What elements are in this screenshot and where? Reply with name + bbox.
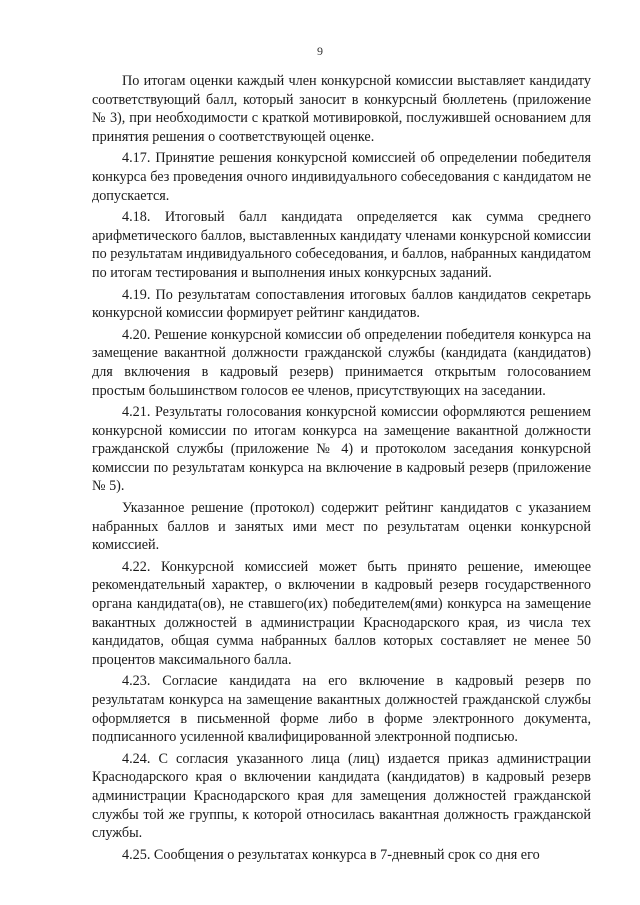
paragraph: 4.21. Результаты голосования конкурсной комиссии оформляются решением конкурсной комиссии по итогам конкурса на замещение вакантной должности гражданской службы (приложение № 4) и протоколом заседания конкурсной комиссии по результатам конкурса на включение в кадровый резерв (приложение № 5). (92, 404, 591, 495)
paragraph: 4.22. Конкурсной комиссией может быть принято решение, имеющее рекомендательный характер, о включении в кадровый резерв государственного органа кандидата(ов), не ставшего(их) победителем(ями) конкурса на замещение вакантных должностей в администрации Краснодарского края, из числа тех кандидатов, общая сумма набранных баллов которых составляет не менее 50 процентов максимального балла. (92, 558, 591, 668)
paragraph: 4.18. Итоговый балл кандидата определяется как сумма среднего арифметического баллов, выставленных кандидату членами конкурсной комиссии по результатам индивидуального собеседования, и баллов, набранных кандидатом по итогам тестирования и выполнения иных конкурсных заданий. (92, 209, 591, 281)
page-number: 9 (317, 44, 323, 58)
paragraph: 4.23. Согласие кандидата на его включение в кадровый резерв по результатам конкурса на замещение вакантных должностей гражданской службы оформляется в письменной форме либо в форме электронного документа, подписанного усиленной квалифицированной электронной подписью. (92, 673, 591, 746)
paragraph: 4.24. С согласия указанного лица (лиц) издается приказ администрации Краснодарского края о включении кандидата (кандидатов) в кадровый резерв администрации Краснодарского края для замещения должностей гражданской службы той же группы, к которой относилась вакантная должность гражданской службы. (92, 750, 591, 842)
paragraph: Указанное решение (протокол) содержит рейтинг кандидатов с указанием набранных баллов и занятых ими мест по результатам оценки конкурсной комиссией. (92, 500, 591, 554)
document-body (92, 72, 591, 867)
paragraph: По итогам оценки каждый член конкурсной комиссии выставляет кандидату соответствующий балл, который заносит в конкурсный бюллетень (приложение № 3), при необходимости с краткой мотивировкой, послужившей основанием для принятия решения о соответствующей оценке. (92, 73, 591, 145)
paragraph: 4.19. По результатам сопоставления итоговых баллов кандидатов секретарь конкурсной комиссии формирует рейтинг кандидатов. (92, 286, 591, 322)
paragraph: 4.20. Решение конкурсной комиссии об определении победителя конкурса на замещение вакантной должности гражданской службы (кандидата (кандидатов) для включения в кадровый резерв) принимается открытым голосованием простым большинством голосов ее членов, присутствующих на заседании. (92, 326, 591, 399)
paragraph: 4.17. Принятие решения конкурсной комиссией об определении победителя конкурса без проведения очного индивидуального собеседования с кандидатом не допускается. (92, 150, 591, 204)
paragraph: 4.25. Сообщения о результатах конкурса в 7-дневный срок со дня его (122, 846, 540, 863)
